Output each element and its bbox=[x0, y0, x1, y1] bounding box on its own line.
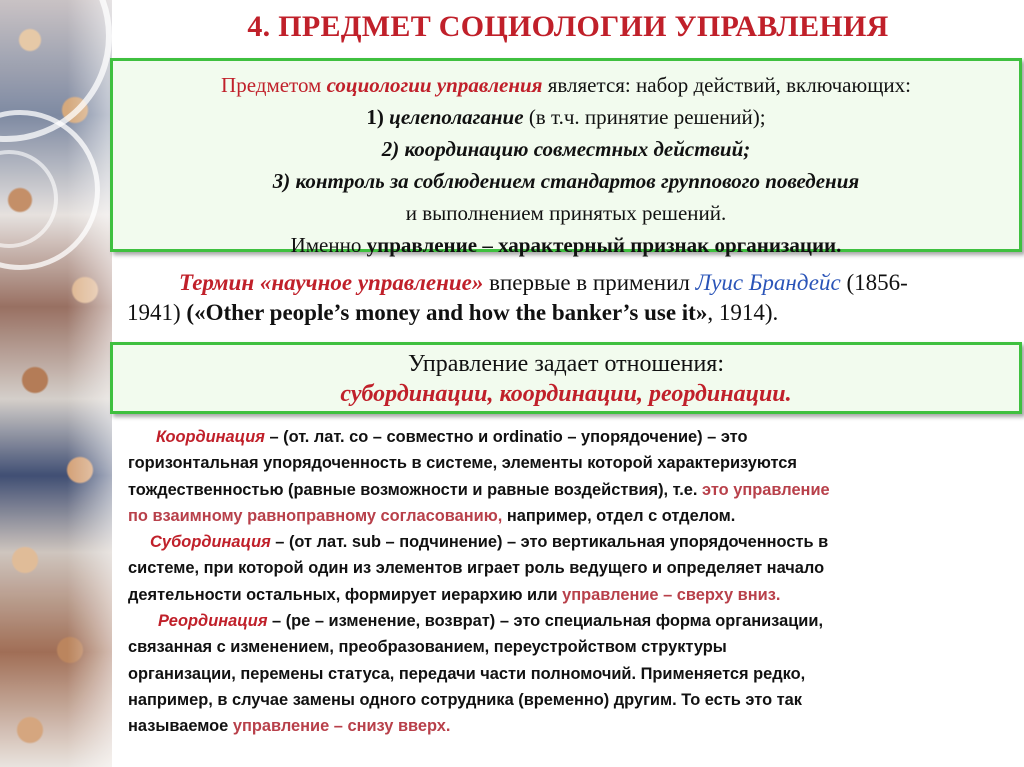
reordination-row-2: связанная с изменением, преобразованием, переустройством структуры bbox=[128, 638, 727, 657]
slide-title: 4. ПРЕДМЕТ СОЦИОЛОГИИ УПРАВЛЕНИЯ bbox=[247, 10, 889, 43]
subject-line-3: 2) координацию совместных действий; bbox=[381, 137, 751, 161]
reordination-row-3: организации, перемены статуса, передачи части полномочий. Применяется редко, bbox=[128, 664, 806, 683]
subject-line-6: Именно управление – характерный признак организации. bbox=[290, 233, 842, 257]
subject-line-5: и выполнением принятых решений. bbox=[405, 201, 727, 225]
reordination-row-1: Реординация – (ре – изменение, возврат) – это специальная форма организации, bbox=[158, 612, 824, 631]
definitions-block bbox=[128, 424, 1020, 740]
subordination-row-3: деятельности остальных, формирует иерархию или управление – сверху вниз. bbox=[128, 585, 781, 604]
coordination-row-2: горизонтальная упорядоченность в системе, элементы которой характеризуются bbox=[128, 454, 797, 473]
subject-box bbox=[110, 58, 1022, 257]
coordination-row-4: по взаимному равноправному согласованию, например, отдел с отделом. bbox=[128, 506, 736, 525]
subordination-row-1: Субординация – (от лат. sub – подчинение) – это вертикальная упорядоченность в bbox=[150, 533, 829, 552]
relations-box bbox=[110, 342, 1022, 414]
coordination-row-3: тождественностью (равные возможности и равные воздействия), т.е. это управление bbox=[128, 480, 830, 499]
relations-line-2: субординации, координации, реординации. bbox=[340, 381, 792, 407]
coordination-row-1: Координация – (от. лат. со – совместно и ordinatio – упорядочение) – это bbox=[156, 428, 748, 446]
subject-line-2: 1) целеполагание (в т.ч. принятие решений); bbox=[366, 105, 766, 129]
subject-line-4: 3) контроль за соблюдением стандартов группового поведения bbox=[272, 169, 860, 193]
relations-line-1: Управление задает отношения: bbox=[407, 351, 725, 377]
reordination-row-4: например, в случае замены одного сотрудника (временно) другим. То есть это так bbox=[128, 690, 802, 709]
reordination-row-5: называемое управление – снизу вверх. bbox=[128, 717, 451, 736]
term-paragraph: Термин «научное управление» впервые в применил Луис Брандейс (1856- 1941) («Other people’s money and how the banker’s use it», 1914). bbox=[127, 270, 908, 325]
subject-line-1: Предметом социологии управления является: набор действий, включающих: bbox=[221, 73, 911, 97]
subordination-row-2: системе, при которой один из элементов играет роль ведущего и определяет начало bbox=[128, 559, 825, 578]
